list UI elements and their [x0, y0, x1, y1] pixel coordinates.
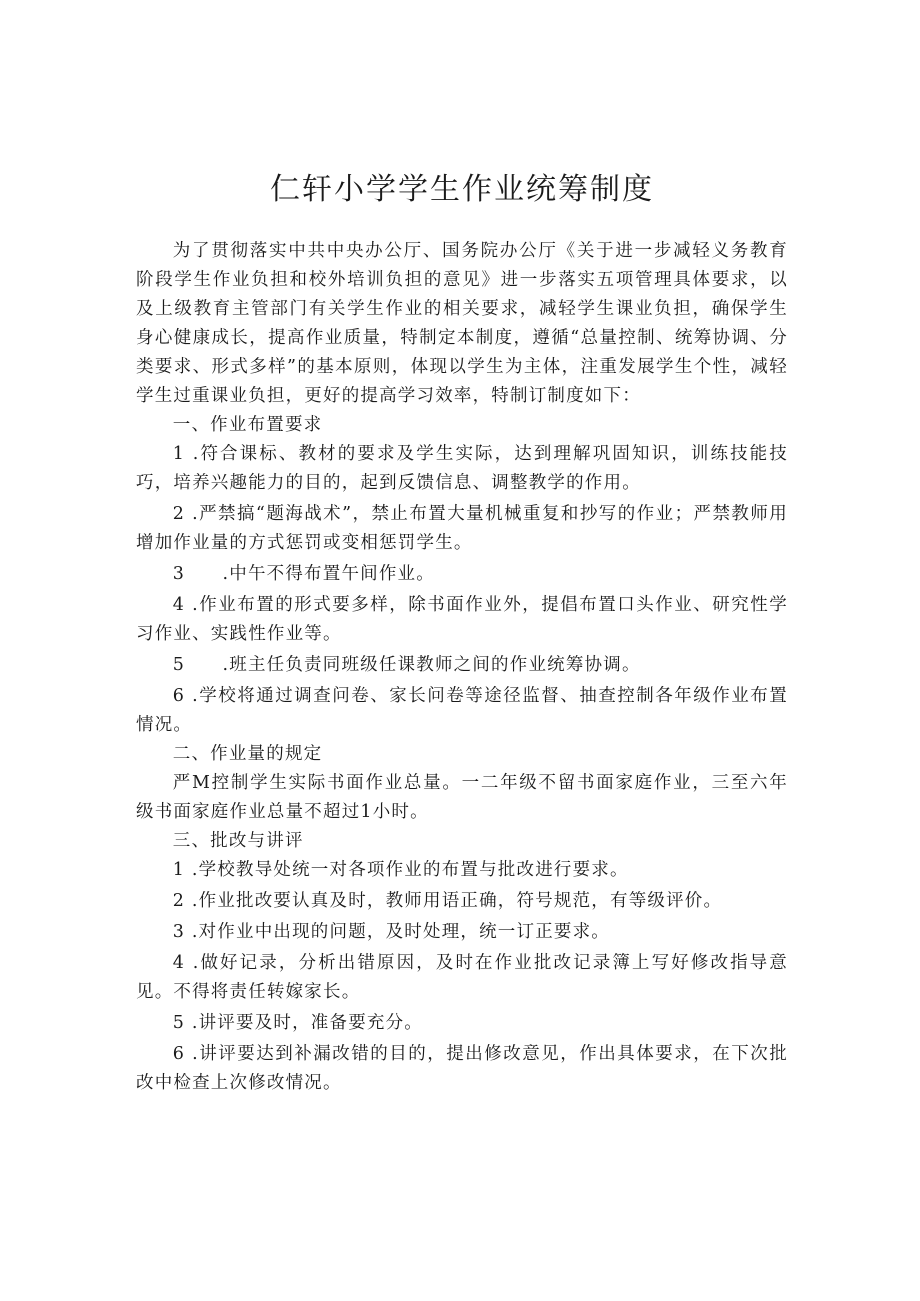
list-item: 4 .做好记录，分析出错原因，及时在作业批改记录簿上写好修改指导意见。不得将责任转嫁家长。	[136, 953, 788, 1002]
document-title: 仁轩小学学生作业统筹制度	[270, 172, 654, 207]
list-item: 3 .对作业中出现的问题，及时处理，统一订正要求。	[172, 922, 611, 942]
section-heading-1: 一、作业布置要求	[172, 415, 323, 435]
list-item: 5 .讲评要及时，准备要充分。	[172, 1013, 424, 1033]
list-item: 1 .学校教导处统一对各项作业的布置与批改进行要求。	[172, 860, 629, 880]
body-paragraph: 严M控制学生实际书面作业总量。一二年级不留书面家庭作业，三至六年级书面家庭作业总量不超过1小时。	[136, 773, 788, 822]
list-item: 6 .讲评要达到补漏改错的目的，提出修改意见，作出具体要求，在下次批改中检查上次修改情况。	[136, 1044, 788, 1093]
list-item: 3 .中午不得布置午间作业。	[172, 564, 435, 584]
document-body	[136, 237, 788, 1098]
section-heading-2: 二、作业量的规定	[172, 744, 323, 764]
list-item: 2 .作业批改要认真及时，教师用语正确，符号规范，有等级评价。	[172, 891, 723, 911]
list-item: 1 .符合课标、教材的要求及学生实际，达到理解巩固知识，训练技能技巧，培养兴趣能力的目的，起到反馈信息、调整教学的作用。	[136, 444, 788, 493]
list-item: 5 .班主任负责同班级任课教师之间的作业统筹协调。	[172, 655, 641, 675]
list-item: 6 .学校将通过调查问卷、家长问卷等途径监督、抽查控制各年级作业布置情况。	[136, 686, 788, 735]
list-item: 2 .严禁搞“题海战术”，禁止布置大量机械重复和抄写的作业；严禁教师用增加作业量的方式惩罚或变相惩罚学生。	[136, 504, 788, 553]
list-item: 4 .作业布置的形式要多样，除书面作业外，提倡布置口头作业、研究性学习作业、实践性作业等。	[136, 595, 788, 644]
intro-paragraph: 为了贯彻落实中共中央办公厅、国务院办公厅《关于进一步减轻义务教育阶段学生作业负担和校外培训负担的意见》进一步落实五项管理具体要求，以及上级教育主管部门有关学生作业的相关要求，减轻学生课业负担，确保学生身心健康成长，提高作业质量，特制定本制度，遵循“总量控制、统筹协调、分类要求、形式多样”的基本原则，体现以学生为主体，注重发展学生个性，减轻学生过重课业负担，更好的提高学习效率，特制订制度如下：	[136, 241, 788, 406]
section-heading-3: 三、批改与讲评	[172, 831, 304, 851]
